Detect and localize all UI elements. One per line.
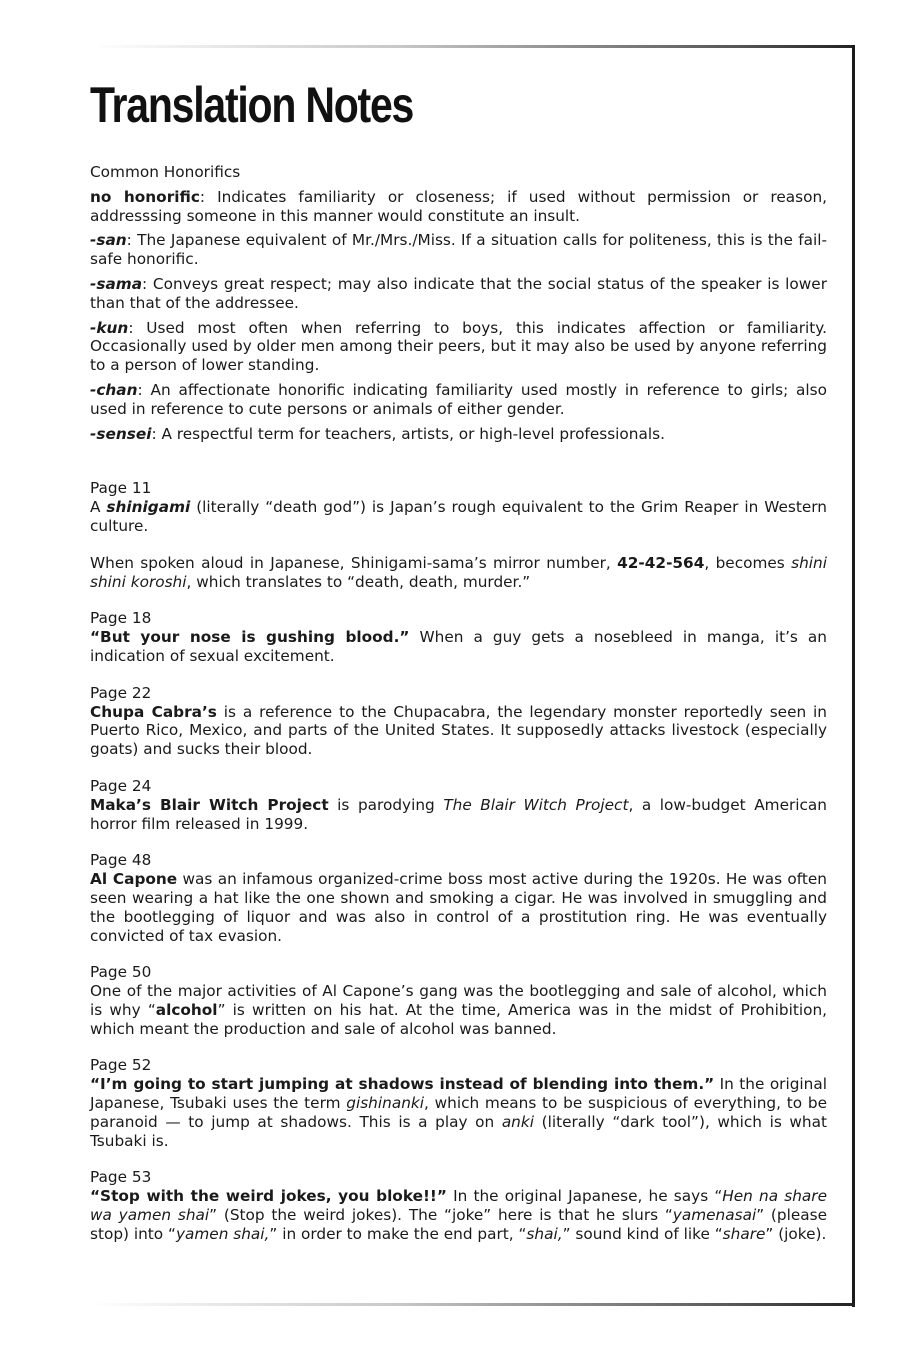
note-text-run: , a low-budget American horror film released in 1999. [90, 795, 827, 833]
note-page-53 [90, 1168, 827, 1243]
note-text-run: , which translates to “death, death, murder.” [186, 572, 531, 591]
document-body [90, 75, 827, 1262]
honorific-entry [90, 231, 827, 269]
note-text [90, 870, 827, 945]
note-italic: shai, [526, 1224, 563, 1243]
note-text [90, 982, 827, 1038]
note-page-label: Page 24 [90, 776, 152, 795]
note-text-run: When spoken aloud in Japanese, Shinigami-sama’s mirror number, [90, 553, 618, 572]
note-italic: Hen na share wa yamen shai [90, 1187, 827, 1225]
page-frame-top [90, 45, 855, 48]
note-text [90, 796, 827, 834]
honorific-definition: : Indicates familiarity or closeness; if used without permission or reason, addresssing someone in this manner would constitute an insult. [90, 187, 827, 225]
note-page-label: Page 18 [90, 609, 152, 628]
note-term: Maka’s Blair Witch Project [90, 795, 329, 814]
note-page-24 [90, 777, 827, 833]
honorific-definition: : Conveys great respect; may also indicate that the social status of the speaker is lower than that of the addressee. [90, 274, 827, 312]
note-page-label: Page 50 [90, 963, 152, 982]
note-text-run: ” (joke). [765, 1224, 827, 1243]
note-text [90, 1187, 827, 1243]
note-text-run: is parodying [328, 795, 444, 814]
note-text-run: is a reference to the Chupacabra, the legendary monster reportedly seen in Puerto Rico, Mexico, and parts of the United States. It supposedly attacks livestock (especially goats) and sucks their blood. [90, 702, 828, 759]
note-page-52 [90, 1056, 827, 1150]
note-term: alcohol [155, 1000, 218, 1019]
note-text-run: When a guy gets a nosebleed in manga, it’s an indication of sexual excitement. [90, 628, 827, 665]
note-text-run: A [90, 498, 107, 517]
note-term: Chupa Cabra’s [90, 702, 217, 721]
note-term: Al Capone [90, 870, 178, 889]
honorific-entry [90, 381, 827, 419]
honorific-term: -san [90, 231, 127, 250]
honorific-term: -kun [90, 318, 129, 337]
note-quote: “But your nose is gushing blood.” [90, 628, 410, 647]
note-text-run: was an infamous organized-crime boss most active during the 1920s. He was often seen wearing a hat like the one shown and smoking a cigar. He was involved in smuggling and the bootlegging of liquor and was also in control of a prostitution ring. He was eventually convicted of tax evasion. [90, 870, 827, 945]
note-italic: yamen shai, [175, 1224, 270, 1243]
note-text-run: In the original Japanese, Tsubaki uses the term [90, 1075, 827, 1113]
honorific-term: -chan [90, 380, 138, 399]
note-text-run: ” is written on his hat. At the time, America was in the midst of Prohibition, which meant the production and sale of alcohol was banned. [90, 1000, 827, 1038]
note-text [90, 498, 827, 536]
honorifics-section [90, 163, 827, 443]
note-page-11 [90, 479, 827, 591]
note-number: 42-42-564 [617, 553, 705, 572]
honorific-definition: : An affectionate honorific indicating familiarity used mostly in reference to girls; also used in reference to cute persons or animals of either gender. [90, 380, 827, 418]
note-text-run: In the original Japanese, he says “ [446, 1187, 723, 1206]
note-page-label: Page 52 [90, 1056, 152, 1075]
note-quote: “Stop with the weird jokes, you bloke!!” [90, 1187, 447, 1206]
note-page-22 [90, 684, 827, 759]
honorific-entry [90, 188, 827, 226]
note-text-run: ” (Stop the weird jokes). The “joke” here is that he slurs “ [209, 1206, 673, 1225]
note-text-run: (literally “dark tool”), which is what Tsubaki is. [90, 1112, 827, 1150]
honorific-definition: : A respectful term for teachers, artists, or high-level professionals. [151, 424, 665, 443]
page-frame-bottom [90, 1303, 855, 1306]
note-italic: shini shini koroshi [90, 553, 827, 591]
note-page-18 [90, 609, 827, 665]
note-italic: The Blair Witch Project [443, 795, 629, 814]
note-text [90, 703, 827, 759]
note-italic: yamenasai [672, 1206, 757, 1225]
note-text [90, 1075, 827, 1150]
honorific-entry [90, 275, 827, 313]
note-page-50 [90, 963, 827, 1038]
note-text-run: ” in order to make the end part, “ [269, 1224, 527, 1243]
honorific-entry [90, 425, 827, 444]
note-italic: gishinanki [346, 1094, 424, 1113]
note-text [90, 628, 827, 666]
honorific-definition: : The Japanese equivalent of Mr./Mrs./Miss. If a situation calls for politeness, this is the fail-safe honorific. [90, 231, 827, 269]
page-frame-right [852, 45, 855, 1307]
note-italic: share [722, 1224, 766, 1243]
note-page-label: Page 53 [90, 1168, 152, 1187]
page-title: Translation Notes [90, 77, 414, 133]
note-italic: anki [501, 1112, 534, 1131]
note-quote: “I’m going to start jumping at shadows instead of blending into them.” [90, 1075, 715, 1094]
honorific-term: no honorific [90, 187, 200, 206]
note-text-run: ” sound kind of like “ [562, 1224, 723, 1243]
honorifics-heading: Common Honorifics [90, 163, 241, 181]
note-text-run: (literally “death god”) is Japan’s rough equivalent to the Grim Reaper in Western culture. [90, 498, 827, 535]
note-term: shinigami [106, 498, 191, 517]
note-text-run: , becomes [704, 553, 792, 572]
honorific-term: -sensei [90, 424, 152, 443]
note-page-label: Page 11 [90, 479, 152, 498]
note-page-label: Page 22 [90, 683, 152, 702]
note-text-run: , which means to be suspicious of everything, to be paranoid — to jump at shadows. This is a play on [90, 1094, 827, 1131]
note-page-label: Page 48 [90, 851, 152, 870]
note-text-run: ” (please stop) into “ [90, 1206, 827, 1243]
honorific-term: -sama [90, 274, 143, 293]
note-text [90, 554, 827, 592]
honorific-definition: : Used most often when referring to boys, this indicates affection or familiarity. Occasionally used by older men among their peers, but it may also be used by anyone referring to a person of lower standing. [90, 318, 827, 375]
translation-notes-section [90, 479, 827, 1243]
note-page-48 [90, 851, 827, 945]
honorific-entry [90, 319, 827, 375]
note-text-run: One of the major activities of Al Capone’s gang was the bootlegging and sale of alcohol, which is why “ [90, 982, 827, 1019]
